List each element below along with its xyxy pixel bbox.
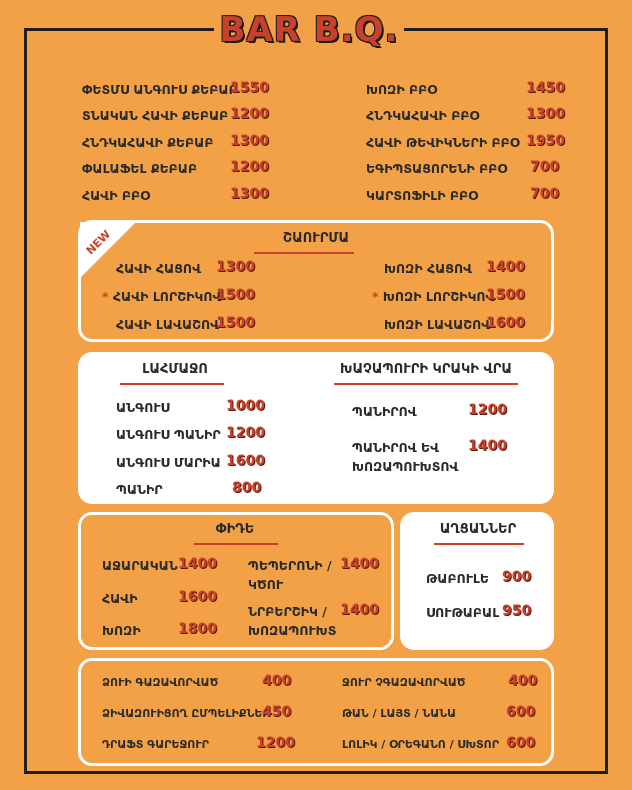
shawarma-item-name: * ԽՈԶԻ ԼՈՐՇԻԿՈՎ — [372, 289, 495, 304]
lahmajo-item-price: 1600 — [226, 453, 265, 469]
drinks-item-name: ՁԻՎԱԶՈՒԻՑՈՂ ԸՄՊԵԼԻՔՆԵՐ — [102, 707, 270, 720]
pide-heading: ՓԻԴԵ — [215, 522, 255, 537]
drinks-item-name: ԹԱՆ / ԼԱՅՏ / ՆԱՆԱ — [342, 707, 457, 720]
khachapuri-underline — [334, 383, 518, 385]
shawarma-item-name: ՀԱՎԻ ԼԱՎԱՇՈՎ — [116, 317, 220, 332]
shawarma-item-price: 1400 — [486, 259, 525, 275]
pide-item-price: 1400 — [178, 556, 217, 572]
lahmajo-item-name: ԱՆԳՈՒՍ ՄԱՐԻԱ — [116, 455, 221, 470]
drinks-item-name: ԼՈԼԻԿ / ՕՐԵԳԱՆՈ / ՍԽՏՈՐ — [342, 738, 500, 751]
top-right-item-price: 1300 — [526, 106, 565, 122]
drinks-item-price: 400 — [262, 673, 292, 689]
drinks-item-name: ԴՐԱՖՏ ԳԱՐԵՋՈՒՐ — [102, 738, 209, 751]
shawarma-item-price: 1600 — [486, 315, 525, 331]
pide-item-name: ԱՋԱՐԱԿԱՆ — [102, 558, 178, 573]
drinks-item-price: 1200 — [256, 735, 295, 751]
salads-item-price: 950 — [502, 603, 532, 619]
drinks-item-name: ՋՈՒՐ ՉԳԱԶԱՎՈՐՎԱԾ — [342, 676, 466, 689]
salads-item-name: ԹԱԲՈՒԼԵ — [426, 571, 489, 586]
shawarma-heading: ՇԱՈՒՐՄԱ — [282, 231, 350, 246]
drinks-item-price: 400 — [508, 673, 538, 689]
salads-item-name: ՍՈՒԹԱԲԱԼ — [426, 605, 500, 620]
pide-item-name: ՊԵՊԵՐՈՆԻ / — [248, 558, 332, 573]
top-right-item-name: ՀԱՎԻ ԹԵՎԻԿՆԵՐԻ ԲԲՕ — [366, 135, 520, 150]
shawarma-item-name: * ՀԱՎԻ ԼՈՐՇԻԿՈՎ — [102, 289, 222, 304]
pide-underline — [194, 543, 278, 545]
salads-underline — [434, 543, 524, 545]
shawarma-item-price: 1500 — [216, 315, 255, 331]
top-right-item-name: ՀՆԴԿԱՀԱՎԻ ԲԲՕ — [366, 108, 479, 123]
pide-item-price: 1800 — [178, 621, 217, 637]
top-left-item-name: ՀՆԴԿԱՀԱՎԻ ՔԵԲԱԲ — [82, 135, 214, 150]
shawarma-item-price: 1300 — [216, 259, 255, 275]
top-left-item-price: 1200 — [230, 106, 269, 122]
pide-item-name-line2: ԽՈԶԱՊՈՒԽՏ — [248, 623, 337, 638]
lahmajo-heading: ԼԱՀՄԱՋՈ — [142, 362, 208, 377]
top-left-item-name: ՓԱԼԱՖԵԼ ՔԵԲԱԲ — [82, 161, 198, 176]
khachapuri-heading: ԽԱՉԱՊՈՒՐԻ ԿՐԱԿԻ ՎՐԱ — [339, 362, 513, 377]
top-right-item-price: 1450 — [526, 80, 565, 96]
top-right-item-name: ԽՈԶԻ ԲԲՕ — [366, 82, 437, 97]
top-right-item-price: 700 — [530, 159, 560, 175]
khachapuri-item-name: ՊԱՆԻՐՈՎ — [352, 404, 417, 419]
lahmajo-item-price: 1000 — [226, 398, 265, 414]
top-left-item-name: ՏՆԱԿԱՆ ՀԱՎԻ ՔԵԲԱԲ — [82, 108, 229, 123]
top-left-item-price: 1200 — [230, 159, 269, 175]
pide-item-price: 1600 — [178, 589, 217, 605]
salads-heading: ԱՂՑԱՆՆԵՐ — [439, 522, 517, 537]
top-right-item-name: ԿԱՐՏՈՖԻԼԻ ԲԲՕ — [366, 188, 478, 203]
pide-item-price: 1400 — [340, 602, 379, 618]
top-right-item-price: 700 — [530, 186, 560, 202]
lahmajo-item-name: ԱՆԳՈՒՍ — [116, 400, 170, 415]
pide-item-name: ԽՈԶԻ — [102, 623, 141, 638]
khachapuri-item-price: 1400 — [468, 438, 507, 454]
top-left-item-name: ՓԵՏՄՍ ԱՆԳՈՒՍ ՔԵԲԱԲ — [82, 82, 238, 97]
drinks-item-name: ՁՈՒԻ ԳԱԶԱՎՈՐՎԱԾ — [102, 676, 219, 689]
top-left-item-price: 1300 — [230, 133, 269, 149]
shawarma-item-price: 1500 — [486, 287, 525, 303]
pide-item-name-line2: ԿԾՈՒ — [248, 577, 284, 592]
pide-item-name: ՀԱՎԻ — [102, 591, 138, 606]
salads-item-price: 900 — [502, 569, 532, 585]
lahmajo-item-name: ՊԱՆԻՐ — [116, 482, 163, 497]
shawarma-item-name: ՀԱՎԻ ՀԱՑՈՎ — [116, 261, 202, 276]
khachapuri-item-name: ՊԱՆԻՐՈՎ ԵՎ — [352, 440, 440, 455]
lahmajo-underline — [120, 383, 224, 385]
lahmajo-item-price: 800 — [232, 480, 262, 496]
drinks-item-price: 450 — [262, 704, 292, 720]
top-left-item-price: 1300 — [230, 186, 269, 202]
drinks-item-price: 600 — [506, 735, 536, 751]
lahmajo-item-price: 1200 — [226, 425, 265, 441]
title-banner — [214, 8, 404, 52]
khachapuri-item-price: 1200 — [468, 402, 507, 418]
lahmajo-item-name: ԱՆԳՈՒՍ ՊԱՆԻՐ — [116, 427, 221, 442]
drinks-item-price: 600 — [506, 704, 536, 720]
pide-item-name: ՆՐԲԵՐՇԻԿ / — [248, 604, 327, 619]
khachapuri-item-name-line2: ԽՈԶԱՊՈՒԽՏՈՎ — [352, 459, 459, 474]
shawarma-item-name: ԽՈԶԻ ԼԱՎԱՇՈՎ — [384, 317, 491, 332]
shawarma-item-name: ԽՈԶԻ ՀԱՑՈՎ — [384, 261, 473, 276]
shawarma-underline — [254, 252, 354, 254]
pide-item-price: 1400 — [340, 556, 379, 572]
top-right-item-price: 1950 — [526, 133, 565, 149]
top-left-item-name: ՀԱՎԻ ԲԲՕ — [82, 188, 150, 203]
top-right-item-name: ԵԳԻՊՏԱՑՈՐԵՆԻ ԲԲՕ — [366, 161, 507, 176]
shawarma-item-price: 1500 — [216, 287, 255, 303]
new-badge: NEW — [80, 222, 136, 278]
top-left-item-price: 1550 — [230, 80, 269, 96]
menu-title: BAR B.Q. — [219, 10, 399, 50]
